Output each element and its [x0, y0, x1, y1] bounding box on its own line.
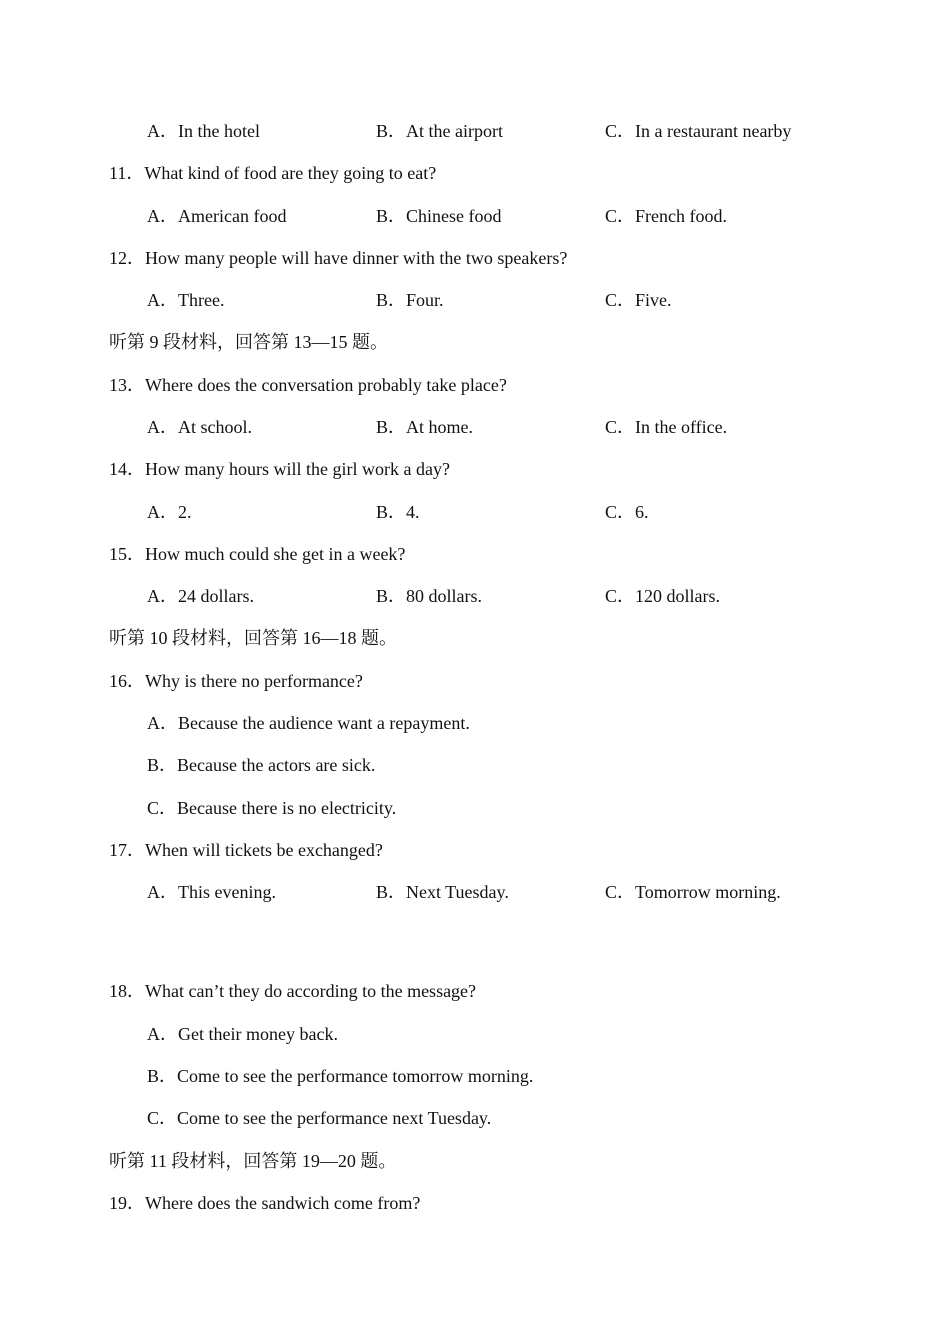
- option-a: A．This evening.: [147, 882, 276, 902]
- option-a: A．At school.: [147, 417, 252, 437]
- question-14: [0, 456, 950, 482]
- option-a: A．Three.: [147, 290, 225, 310]
- option-b: B．At the airport: [376, 121, 503, 141]
- option-c: C．6.: [605, 502, 649, 522]
- option-18-a: [0, 1021, 950, 1047]
- question-13: [0, 372, 950, 398]
- question-text: 18．What can’t they do according to the message?: [109, 981, 477, 1001]
- question-text: 19．Where does the sandwich come from?: [109, 1193, 421, 1213]
- option-a: A．In the hotel: [147, 121, 260, 141]
- question-text: 16．Why is there no performance?: [109, 671, 363, 691]
- option-b: B．Next Tuesday.: [376, 882, 509, 902]
- question-17: [0, 837, 950, 863]
- question-19: [0, 1190, 950, 1216]
- question-16: [0, 668, 950, 694]
- question-12: [0, 245, 950, 271]
- option-b: B．At home.: [376, 417, 473, 437]
- option-16-c: [0, 795, 950, 821]
- option-text: B．Because the actors are sick.: [147, 755, 376, 775]
- option-a: A．2.: [147, 502, 192, 522]
- option-c: C．Five.: [605, 290, 672, 310]
- option-b: B．80 dollars.: [376, 586, 482, 606]
- options-row-q15: [0, 583, 950, 609]
- question-text: 11．What kind of food are they going to eat?: [109, 163, 437, 183]
- option-c: C．French food.: [605, 206, 727, 226]
- options-row-q14: [0, 499, 950, 525]
- option-b: B．Four.: [376, 290, 444, 310]
- section-heading-11: [0, 1148, 950, 1174]
- option-16-b: [0, 752, 950, 778]
- section-text: 听第 10 段材料，回答第 16—18 题。: [109, 628, 397, 648]
- option-b: B．4.: [376, 502, 420, 522]
- option-18-b: [0, 1063, 950, 1089]
- option-c: C．120 dollars.: [605, 586, 720, 606]
- options-row-q12: [0, 287, 950, 313]
- question-text: 13．Where does the conversation probably take place?: [109, 375, 507, 395]
- options-row-q10: [0, 118, 950, 144]
- option-16-a: [0, 710, 950, 736]
- option-text: A．Get their money back.: [147, 1024, 338, 1044]
- section-text: 听第 11 段材料，回答第 19—20 题。: [109, 1151, 397, 1171]
- question-15: [0, 541, 950, 567]
- question-text: 14．How many hours will the girl work a day?: [109, 459, 450, 479]
- option-text: A．Because the audience want a repayment.: [147, 713, 470, 733]
- option-text: B．Come to see the performance tomorrow morning.: [147, 1066, 534, 1086]
- question-text: 12．How many people will have dinner with the two speakers?: [109, 248, 568, 268]
- option-a: A．American food: [147, 206, 287, 226]
- options-row-q13: [0, 414, 950, 440]
- option-18-c: [0, 1105, 950, 1131]
- option-a: A．24 dollars.: [147, 586, 254, 606]
- option-c: C．In a restaurant nearby: [605, 121, 792, 141]
- section-heading-9: [0, 329, 950, 355]
- question-11: [0, 160, 950, 186]
- option-c: C．In the office.: [605, 417, 728, 437]
- option-text: C．Come to see the performance next Tuesday.: [147, 1108, 492, 1128]
- question-18: [0, 978, 950, 1004]
- question-text: 15．How much could she get in a week?: [109, 544, 406, 564]
- option-text: C．Because there is no electricity.: [147, 798, 397, 818]
- question-text: 17．When will tickets be exchanged?: [109, 840, 383, 860]
- section-text: 听第 9 段材料，回答第 13—15 题。: [109, 332, 388, 352]
- option-b: B．Chinese food: [376, 206, 502, 226]
- section-heading-10: [0, 625, 950, 651]
- options-row-q17: [0, 879, 950, 905]
- option-c: C．Tomorrow morning.: [605, 882, 781, 902]
- options-row-q11: [0, 203, 950, 229]
